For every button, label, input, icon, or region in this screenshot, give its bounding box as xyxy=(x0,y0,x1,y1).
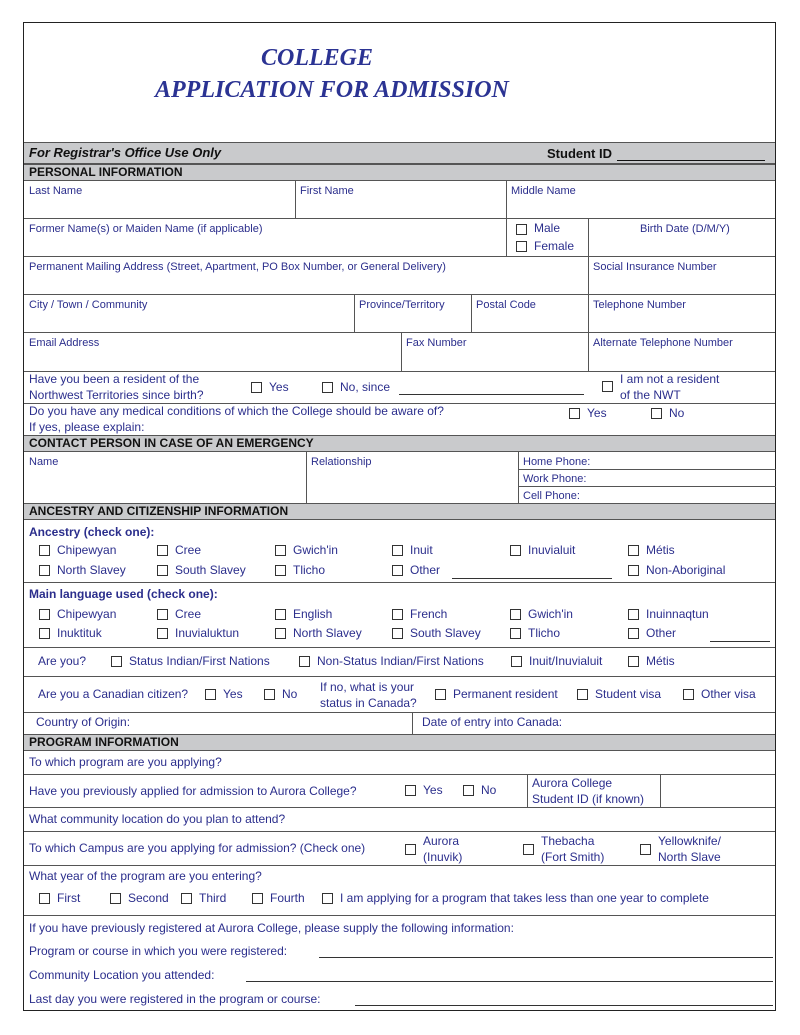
lang-english-checkbox[interactable] xyxy=(275,609,286,620)
resident-q1: Have you been a resident of the xyxy=(29,372,200,386)
citizen-question: Are you a Canadian citizen? xyxy=(38,687,189,701)
resident-yes-checkbox[interactable] xyxy=(251,382,262,393)
lang-inuktituk: Inuktituk xyxy=(57,626,102,640)
medical-no-label: No xyxy=(669,406,685,420)
lang-south-slavey: South Slavey xyxy=(410,626,481,640)
lang-inuinnaqtun: Inuinnaqtun xyxy=(646,607,709,621)
status-indian-checkbox[interactable] xyxy=(111,656,122,667)
middle-name-label: Middle Name xyxy=(511,185,576,197)
campus-thebacha-checkbox[interactable] xyxy=(523,844,534,855)
ancestry-inuvialuit: Inuvialuit xyxy=(528,543,576,557)
emergency-name-label: Name xyxy=(29,456,59,468)
ancestry-chipewyan: Chipewyan xyxy=(57,543,117,557)
prev-registered-label: If you have previously registered at Aurora College, please supply the following information: xyxy=(29,921,514,935)
city-label: City / Town / Community xyxy=(29,299,148,311)
prev-applied-no-checkbox[interactable] xyxy=(463,785,474,796)
campus-thebacha-line1: Thebacha xyxy=(541,834,595,848)
student-id-label: Student ID xyxy=(547,146,612,161)
cell-phone-label: Cell Phone: xyxy=(523,490,580,502)
resident-no-checkbox[interactable] xyxy=(322,382,333,393)
ancestry-tlicho: Tlicho xyxy=(293,563,326,577)
ancestry-header: ANCESTRY AND CITIZENSHIP INFORMATION xyxy=(24,503,775,520)
campus-question: To which Campus are you applying for admission? (Check one) xyxy=(29,841,366,855)
inuit-inuvialuit-checkbox[interactable] xyxy=(511,656,522,667)
female-label: Female xyxy=(534,239,575,253)
home-phone-label: Home Phone: xyxy=(523,456,591,468)
ancestry-gwichin-checkbox[interactable] xyxy=(275,545,286,556)
ancestry-north-slavey-checkbox[interactable] xyxy=(39,565,50,576)
relationship-label: Relationship xyxy=(311,456,372,468)
prev-applied-yes-checkbox[interactable] xyxy=(405,785,416,796)
lang-tlicho: Tlicho xyxy=(528,626,561,640)
lang-cree-checkbox[interactable] xyxy=(157,609,168,620)
medical-no-checkbox[interactable] xyxy=(651,408,662,419)
lang-other-checkbox[interactable] xyxy=(628,628,639,639)
registrar-label: For Registrar's Office Use Only xyxy=(29,145,222,160)
resident-since-field[interactable] xyxy=(399,394,584,395)
title-line1: COLLEGE xyxy=(261,45,374,71)
medical-yes-label: Yes xyxy=(587,406,607,420)
lang-chipewyan-checkbox[interactable] xyxy=(39,609,50,620)
prev-community-field[interactable] xyxy=(246,981,773,982)
prev-applied-yes-label: Yes xyxy=(423,783,443,797)
first-name-label: First Name xyxy=(300,185,354,197)
telephone-label: Telephone Number xyxy=(593,299,686,311)
if-no-line1: If no, what is your xyxy=(320,680,415,694)
other-visa-label: Other visa xyxy=(701,687,756,701)
not-resident-checkbox[interactable] xyxy=(602,381,613,392)
lang-french-checkbox[interactable] xyxy=(392,609,403,620)
last-name-label: Last Name xyxy=(29,185,83,197)
application-form xyxy=(23,22,776,1011)
fax-label: Fax Number xyxy=(406,337,467,349)
ac-student-id-line2: Student ID (if known) xyxy=(532,792,645,806)
year-first-label: First xyxy=(57,891,81,905)
entry-date-label: Date of entry into Canada: xyxy=(422,715,563,729)
prev-community-label: Community Location you attended: xyxy=(29,968,215,982)
ancestry-cree-checkbox[interactable] xyxy=(157,545,168,556)
ancestry-cree: Cree xyxy=(175,543,202,557)
year-third-checkbox[interactable] xyxy=(181,893,192,904)
lang-inuktituk-checkbox[interactable] xyxy=(39,628,50,639)
resident-yes-label: Yes xyxy=(269,380,289,394)
prev-applied-no-label: No xyxy=(481,783,497,797)
ancestry-non-aboriginal-checkbox[interactable] xyxy=(628,565,639,576)
ancestry-north-slavey: North Slavey xyxy=(57,563,126,577)
previously-applied-label: Have you previously applied for admission to Aurora College? xyxy=(29,784,357,798)
year-third-label: Third xyxy=(199,891,227,905)
student-visa-checkbox[interactable] xyxy=(577,689,588,700)
year-second-checkbox[interactable] xyxy=(110,893,121,904)
ancestry-other-checkbox[interactable] xyxy=(392,565,403,576)
campus-yellowknife-checkbox[interactable] xyxy=(640,844,651,855)
last-day-label: Last day you were registered in the program or course: xyxy=(29,992,321,1006)
inuit-inuvialuit-label: Inuit/Inuvialuit xyxy=(529,654,603,668)
year-fourth-label: Fourth xyxy=(270,891,305,905)
student-visa-label: Student visa xyxy=(595,687,662,701)
ancestry-chipewyan-checkbox[interactable] xyxy=(39,545,50,556)
campus-yellowknife-line2: North Slave xyxy=(658,850,721,864)
campus-thebacha-line2: (Fort Smith) xyxy=(541,850,605,864)
ancestry-metis-checkbox[interactable] xyxy=(628,545,639,556)
year-first-checkbox[interactable] xyxy=(39,893,50,904)
ancestry-gwichin: Gwich'in xyxy=(293,543,338,557)
ancestry-tlicho-checkbox[interactable] xyxy=(275,565,286,576)
lang-south-slavey-checkbox[interactable] xyxy=(392,628,403,639)
lang-english: English xyxy=(293,607,333,621)
last-day-field[interactable] xyxy=(355,1005,773,1006)
ancestry-inuit-checkbox[interactable] xyxy=(392,545,403,556)
lang-inuvialuktun: Inuvialuktun xyxy=(175,626,240,640)
campus-aurora-line2: (Inuvik) xyxy=(423,850,463,864)
ancestry-non-aboriginal: Non-Aboriginal xyxy=(646,563,726,577)
are-you-label: Are you? xyxy=(38,654,87,668)
lang-tlicho-checkbox[interactable] xyxy=(510,628,521,639)
ancestry-metis: Métis xyxy=(646,543,675,557)
which-program-label: To which program are you applying? xyxy=(29,755,222,769)
female-checkbox[interactable] xyxy=(516,241,527,252)
ancestry-south-slavey: South Slavey xyxy=(175,563,246,577)
title-line2: APPLICATION FOR ADMISSION xyxy=(155,77,509,103)
resident-no-since-label: No, since xyxy=(340,380,391,394)
emergency-header: CONTACT PERSON IN CASE OF AN EMERGENCY xyxy=(24,435,775,452)
non-status-checkbox[interactable] xyxy=(299,656,310,667)
prev-program-field[interactable] xyxy=(319,957,773,958)
non-status-label: Non-Status Indian/First Nations xyxy=(317,654,484,668)
former-name-label: Former Name(s) or Maiden Name (if applicable) xyxy=(29,223,263,235)
lang-cree: Cree xyxy=(175,607,202,621)
personal-header: PERSONAL INFORMATION xyxy=(24,164,775,181)
lang-inuinnaqtun-checkbox[interactable] xyxy=(628,609,639,620)
program-header: PROGRAM INFORMATION xyxy=(24,734,775,751)
citizen-yes-checkbox[interactable] xyxy=(205,689,216,700)
community-label: What community location do you plan to attend? xyxy=(29,812,286,826)
citizen-no-checkbox[interactable] xyxy=(264,689,275,700)
less-than-year-label: I am applying for a program that takes less than one year to complete xyxy=(340,891,709,905)
mailing-label: Permanent Mailing Address (Street, Apartment, PO Box Number, or General Delivery) xyxy=(29,261,446,273)
ancestry-inuvialuit-checkbox[interactable] xyxy=(510,545,521,556)
ancestry-inuit: Inuit xyxy=(410,543,433,557)
campus-aurora-checkbox[interactable] xyxy=(405,844,416,855)
year-fourth-checkbox[interactable] xyxy=(252,893,263,904)
lang-french: French xyxy=(410,607,448,621)
ancestry-other-field[interactable] xyxy=(452,578,612,579)
status-metis-label: Métis xyxy=(646,654,675,668)
lang-other-field[interactable] xyxy=(710,641,770,642)
lang-north-slavey: North Slavey xyxy=(293,626,362,640)
lang-chipewyan: Chipewyan xyxy=(57,607,117,621)
citizen-no-label: No xyxy=(282,687,298,701)
lang-gwichin-checkbox[interactable] xyxy=(510,609,521,620)
citizen-yes-label: Yes xyxy=(223,687,243,701)
lang-gwichin: Gwich'in xyxy=(528,607,573,621)
male-label: Male xyxy=(534,221,561,235)
status-metis-checkbox[interactable] xyxy=(628,656,639,667)
permanent-resident-label: Permanent resident xyxy=(453,687,558,701)
resident-q2: Northwest Territories since birth? xyxy=(29,388,204,402)
other-visa-checkbox[interactable] xyxy=(683,689,694,700)
lang-inuvialuktun-checkbox[interactable] xyxy=(157,628,168,639)
prev-program-label: Program or course in which you were registered: xyxy=(29,944,288,958)
not-resident-line1: I am not a resident xyxy=(620,372,720,386)
permanent-resident-checkbox[interactable] xyxy=(435,689,446,700)
ancestry-label: Ancestry (check one): xyxy=(29,525,155,539)
lang-north-slavey-checkbox[interactable] xyxy=(275,628,286,639)
year-second-label: Second xyxy=(128,891,169,905)
email-label: Email Address xyxy=(29,337,100,349)
alt-phone-label: Alternate Telephone Number xyxy=(593,337,733,349)
ancestry-south-slavey-checkbox[interactable] xyxy=(157,565,168,576)
medical-explain: If yes, please explain: xyxy=(29,420,145,434)
campus-yellowknife-line1: Yellowknife/ xyxy=(658,834,721,848)
medical-question: Do you have any medical conditions of which the College should be aware of? xyxy=(29,404,444,418)
ancestry-other: Other xyxy=(410,563,441,577)
less-than-year-checkbox[interactable] xyxy=(322,893,333,904)
work-phone-label: Work Phone: xyxy=(523,473,587,485)
if-no-line2: status in Canada? xyxy=(320,696,417,710)
campus-aurora-line1: Aurora xyxy=(423,834,460,848)
language-label: Main language used (check one): xyxy=(29,587,218,601)
birth-date-label: Birth Date (D/M/Y) xyxy=(640,223,730,235)
country-origin-label: Country of Origin: xyxy=(36,715,131,729)
medical-yes-checkbox[interactable] xyxy=(569,408,580,419)
not-resident-line2: of the NWT xyxy=(620,388,681,402)
sin-label: Social Insurance Number xyxy=(593,261,717,273)
student-id-field[interactable] xyxy=(617,160,765,161)
status-indian-label: Status Indian/First Nations xyxy=(129,654,270,668)
lang-other: Other xyxy=(646,626,677,640)
male-checkbox[interactable] xyxy=(516,224,527,235)
ac-student-id-line1: Aurora College xyxy=(532,776,613,790)
year-question: What year of the program are you entering? xyxy=(29,869,262,883)
province-label: Province/Territory xyxy=(359,299,445,311)
postal-label: Postal Code xyxy=(476,299,536,311)
